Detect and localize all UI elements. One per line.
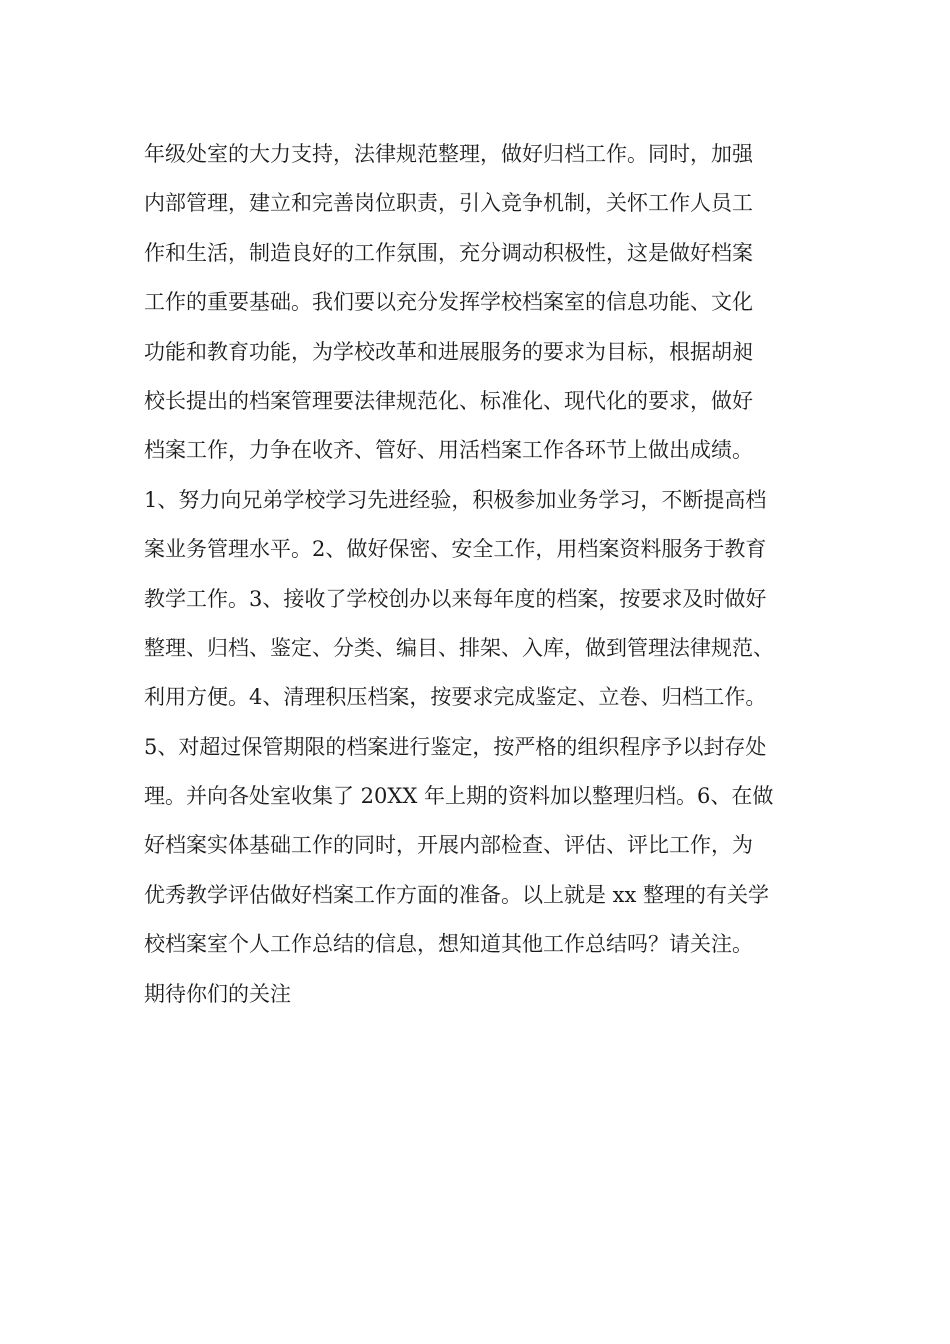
text-line-8: 1、努力向兄弟学校学习先进经验，积极参加业务学习，不断提高档 [144,487,767,512]
text-line-18: 期待你们的关注 [144,981,291,1006]
text-line-7: 档案工作，力争在收齐、管好、用活档案工作各环节上做出成绩。 [144,438,753,463]
text-line-17: 校档案室个人工作总结的信息，想知道其他工作总结吗？请关注。 [144,932,753,957]
text-line-6: 校长提出的档案管理要法律规范化、标准化、现代化的要求，做好 [144,388,753,413]
text-line-4: 工作的重要基础。我们要以充分发挥学校档案室的信息功能、文化 [144,290,753,315]
text-line-14: 理。并向各处室收集了 20XX 年上期的资料加以整理归档。6、在做 [144,784,774,809]
text-line-12: 利用方便。4、清理积压档案，按要求完成鉴定、立卷、归档工作。 [144,685,767,710]
text-line-11: 整理、归档、鉴定、分类、编目、排架、入库，做到管理法律规范、 [144,635,774,660]
text-line-16: 优秀教学评估做好档案工作方面的准备。以上就是 xx 整理的有关学 [144,882,770,907]
text-line-10: 教学工作。3、接收了学校创办以来每年度的档案，按要求及时做好 [144,586,767,611]
text-line-9: 案业务管理水平。2、做好保密、安全工作，用档案资料服务于教育 [144,537,767,562]
body-text [144,130,834,1019]
text-line-2: 内部管理，建立和完善岗位职责，引入竞争机制，关怀工作人员工 [144,191,753,216]
text-line-1: 年级处室的大力支持，法律规范整理，做好归档工作。同时，加强 [144,142,753,166]
text-line-5: 功能和教育功能，为学校改革和进展服务的要求为目标，根据胡昶 [144,339,753,364]
text-line-3: 作和生活，制造良好的工作氛围，充分调动积极性，这是做好档案 [144,240,753,265]
text-line-15: 好档案实体基础工作的同时，开展内部检查、评估、评比工作，为 [144,833,753,858]
text-line-13: 5、对超过保管期限的档案进行鉴定，按严格的组织程序予以封存处 [144,734,767,759]
